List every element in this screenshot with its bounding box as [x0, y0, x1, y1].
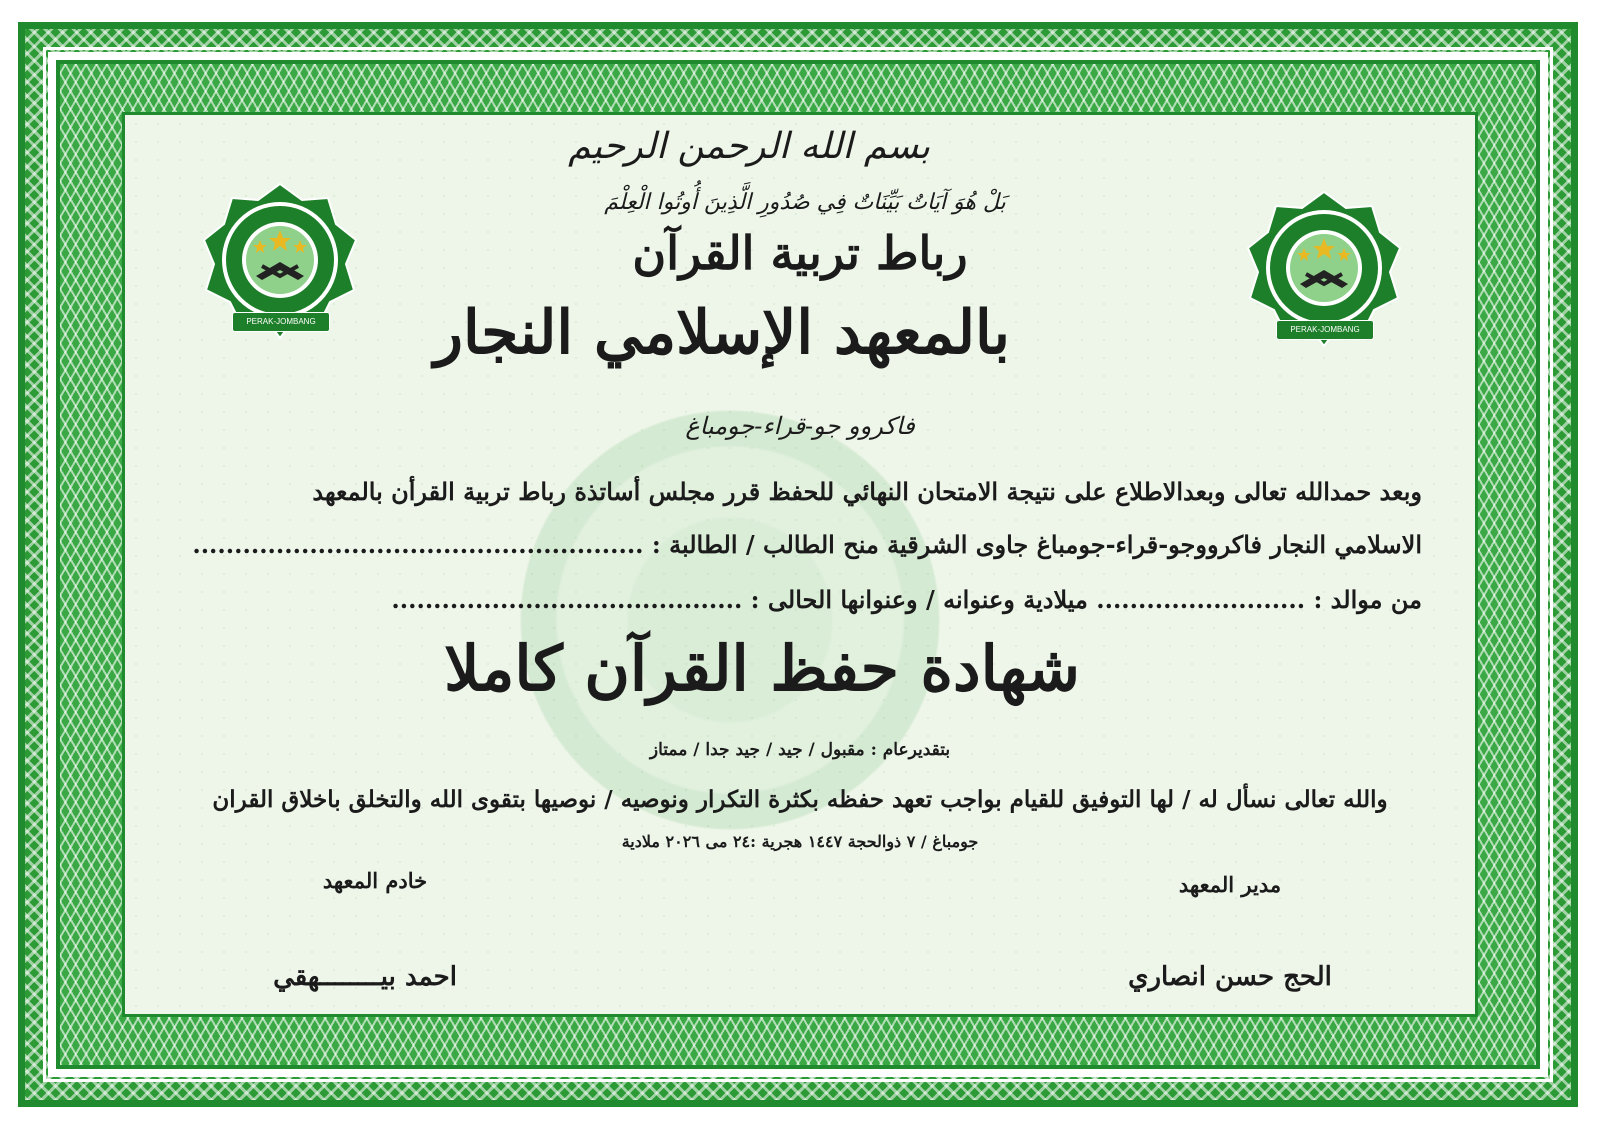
- emblem-right: [1244, 188, 1404, 348]
- body-text-line2: الاسلامي النجار فاكرووجو-قراء-جومباغ جاوى الشرقية منح الطالب / الطالبة : ......................................................: [192, 530, 1422, 559]
- servant-title: خادم المعهد: [322, 868, 428, 893]
- watermark-seal: [520, 410, 940, 830]
- servant-name: احمد بيــــــــهقي: [273, 962, 457, 992]
- director-name: الحج حسن انصاري: [1128, 962, 1332, 992]
- basmala-heading: بسم الله الرحمن الرحيم: [568, 126, 930, 167]
- certificate-title: شهادة حفظ القرآن كاملا: [444, 632, 1080, 705]
- emblem-ribbon: PERAK-JOMBANG: [232, 312, 330, 332]
- quran-verse: بَلْ هُوَ آيَاتٌ بَيِّنَاتٌ فِي صُدُورِ الَّذِينَ أُوتُوا الْعِلْمَ: [604, 190, 1006, 215]
- body-text-line3: من موالد : ......................... ميلادية وعنوانه / وعنوانها الحالى : ..........................................: [391, 585, 1422, 614]
- institution-name-line1: رباط تربية القرآن: [632, 226, 968, 280]
- grade-options: بتقديرعام : مقبول / جيد / جيد جدا / ممتاز: [649, 740, 951, 760]
- institution-name-line2: بالمعهد الإسلامي النجار: [434, 298, 1010, 368]
- institution-location: فاكروو جو-قراء-جومباغ: [685, 412, 915, 440]
- body-text-line1: وبعد حمدالله تعالى وبعدالاطلاع على نتيجة الامتحان النهائي للحفظ قرر مجلس أساتذة رباط تربية القرأن بالمعهد: [312, 477, 1422, 506]
- director-title: مدير المعهد: [1178, 872, 1282, 897]
- closing-prayer: والله تعالى نسأل له / لها التوفيق للقيام بواجب تعهد حفظه بكثرة التكرار ونوصيه / نوصيها بتقوى الله والتخلق باخلاق القران: [212, 786, 1388, 813]
- emblem-ribbon: PERAK-JOMBANG: [1276, 320, 1374, 340]
- emblem-left: [200, 180, 360, 340]
- issue-date: جومباغ / ٧ ذوالحجة ١٤٤٧ هجرية :٢٤ مى ٢٠٢٦ ملادية: [621, 832, 979, 851]
